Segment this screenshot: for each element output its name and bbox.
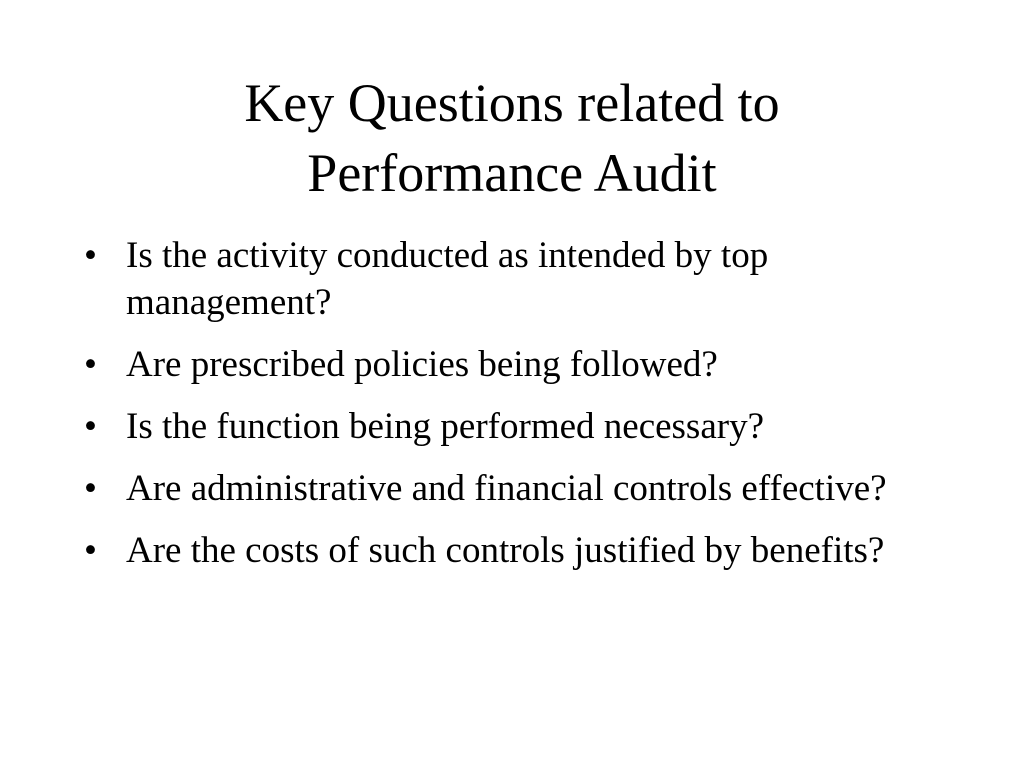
slide-title-line-1: Key Questions related to xyxy=(244,73,780,133)
bullet-text: Is the function being performed necessary? xyxy=(126,406,764,447)
bullet-text: Are the costs of such controls justified by benefits? xyxy=(126,530,885,571)
bullet-icon: • xyxy=(84,235,97,276)
slide-title xyxy=(80,68,944,208)
bullet-icon: • xyxy=(84,530,97,571)
bullet-icon: • xyxy=(84,468,97,509)
bullet-icon: • xyxy=(84,344,97,385)
bullet-list xyxy=(84,232,934,589)
bullet-item xyxy=(84,465,934,512)
bullet-text: Are administrative and financial controls effective? xyxy=(126,468,887,509)
bullet-item xyxy=(84,527,934,574)
slide-title-line-2: Performance Audit xyxy=(307,143,717,203)
bullet-text: Is the activity conducted as intended by top management? xyxy=(126,235,769,323)
bullet-item xyxy=(84,232,934,326)
bullet-text: Are prescribed policies being followed? xyxy=(126,344,718,385)
bullet-icon: • xyxy=(84,406,97,447)
bullet-item xyxy=(84,403,934,450)
bullet-item xyxy=(84,341,934,388)
